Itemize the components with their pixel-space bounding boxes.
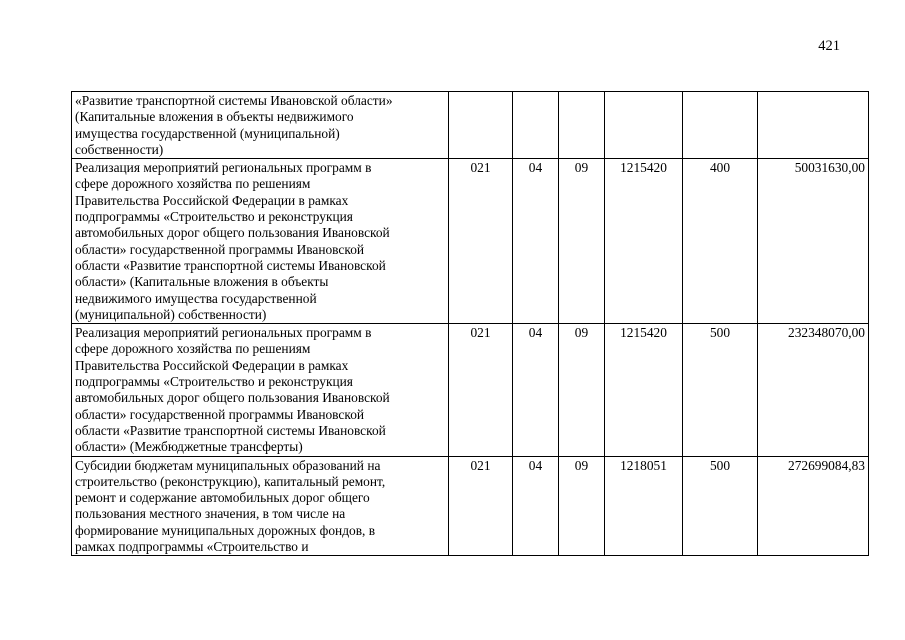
name-line: области «Развитие транспортной системы Ивановской [75, 257, 386, 273]
name-line: подпрограммы «Строительство и реконструкция [75, 209, 353, 225]
name-line: строительство (реконструкцию), капитальный ремонт, [75, 473, 386, 489]
name-line: области» государственной программы Ивановской [75, 406, 365, 422]
name-line: подпрограммы «Строительство и реконструкция [75, 374, 353, 390]
subsection-code-cell [559, 92, 605, 159]
ministry-code-cell: 021 [449, 456, 513, 556]
amount-cell: 272699084,83 [758, 456, 869, 556]
subsection-code-cell: 09 [559, 159, 605, 324]
expense-name-cell [72, 456, 449, 556]
target-article-cell: 1215420 [605, 159, 683, 324]
name-line: сфере дорожного хозяйства по решениям [75, 176, 311, 192]
table-row [72, 324, 869, 456]
ministry-code-cell [449, 92, 513, 159]
amount-cell [758, 92, 869, 159]
name-line: (муниципальной) собственности) [75, 306, 267, 322]
name-line: сфере дорожного хозяйства по решениям [75, 341, 311, 357]
table-row [72, 456, 869, 556]
expense-name-cell [72, 324, 449, 456]
subsection-code-cell: 09 [559, 456, 605, 556]
expense-type-cell: 500 [683, 324, 758, 456]
ministry-code-cell: 021 [449, 324, 513, 456]
section-code-cell: 04 [513, 456, 559, 556]
table-row [72, 92, 869, 159]
name-line: «Развитие транспортной системы Ивановской области» [75, 93, 393, 108]
name-line: рамках подпрограммы «Строительство и [75, 539, 309, 555]
name-line: формирование муниципальных дорожных фондов, в [75, 522, 376, 538]
target-article-cell: 1215420 [605, 324, 683, 456]
name-line: области» государственной программы Ивановской [75, 241, 365, 257]
name-line: ремонт и содержание автомобильных дорог общего [75, 490, 370, 506]
target-article-cell: 1218051 [605, 456, 683, 556]
expense-name-cell [72, 92, 449, 159]
expense-type-cell: 500 [683, 456, 758, 556]
page-number: 421 [818, 38, 840, 54]
name-line: недвижимого имущества государственной [75, 290, 317, 306]
expense-type-cell [683, 92, 758, 159]
name-line: Реализация мероприятий региональных программ в [75, 325, 372, 341]
section-code-cell: 04 [513, 324, 559, 456]
name-line: пользования местного значения, в том числе на [75, 506, 346, 522]
expense-name-cell [72, 159, 449, 324]
name-line: (Капитальные вложения в объекты недвижимого [75, 109, 354, 125]
name-line: Реализация мероприятий региональных программ в [75, 160, 372, 176]
expense-type-cell: 400 [683, 159, 758, 324]
name-line: области» (Межбюджетные трансферты) [75, 439, 303, 455]
name-line: Субсидии бюджетам муниципальных образований на [75, 457, 381, 473]
subsection-code-cell: 09 [559, 324, 605, 456]
name-line: автомобильных дорог общего пользования Ивановской [75, 225, 390, 241]
target-article-cell [605, 92, 683, 159]
name-line: Правительства Российской Федерации в рамках [75, 357, 349, 373]
budget-table [71, 91, 869, 556]
name-line: имущества государственной (муниципальной) [75, 125, 340, 141]
ministry-code-cell: 021 [449, 159, 513, 324]
name-line: собственности) [75, 141, 164, 157]
name-line: области «Развитие транспортной системы Ивановской [75, 422, 386, 438]
amount-cell: 232348070,00 [758, 324, 869, 456]
table-row [72, 159, 869, 324]
name-line: области» (Капитальные вложения в объекты [75, 274, 329, 290]
name-line: Правительства Российской Федерации в рамках [75, 192, 349, 208]
amount-cell: 50031630,00 [758, 159, 869, 324]
name-line: автомобильных дорог общего пользования Ивановской [75, 390, 390, 406]
section-code-cell [513, 92, 559, 159]
section-code-cell: 04 [513, 159, 559, 324]
